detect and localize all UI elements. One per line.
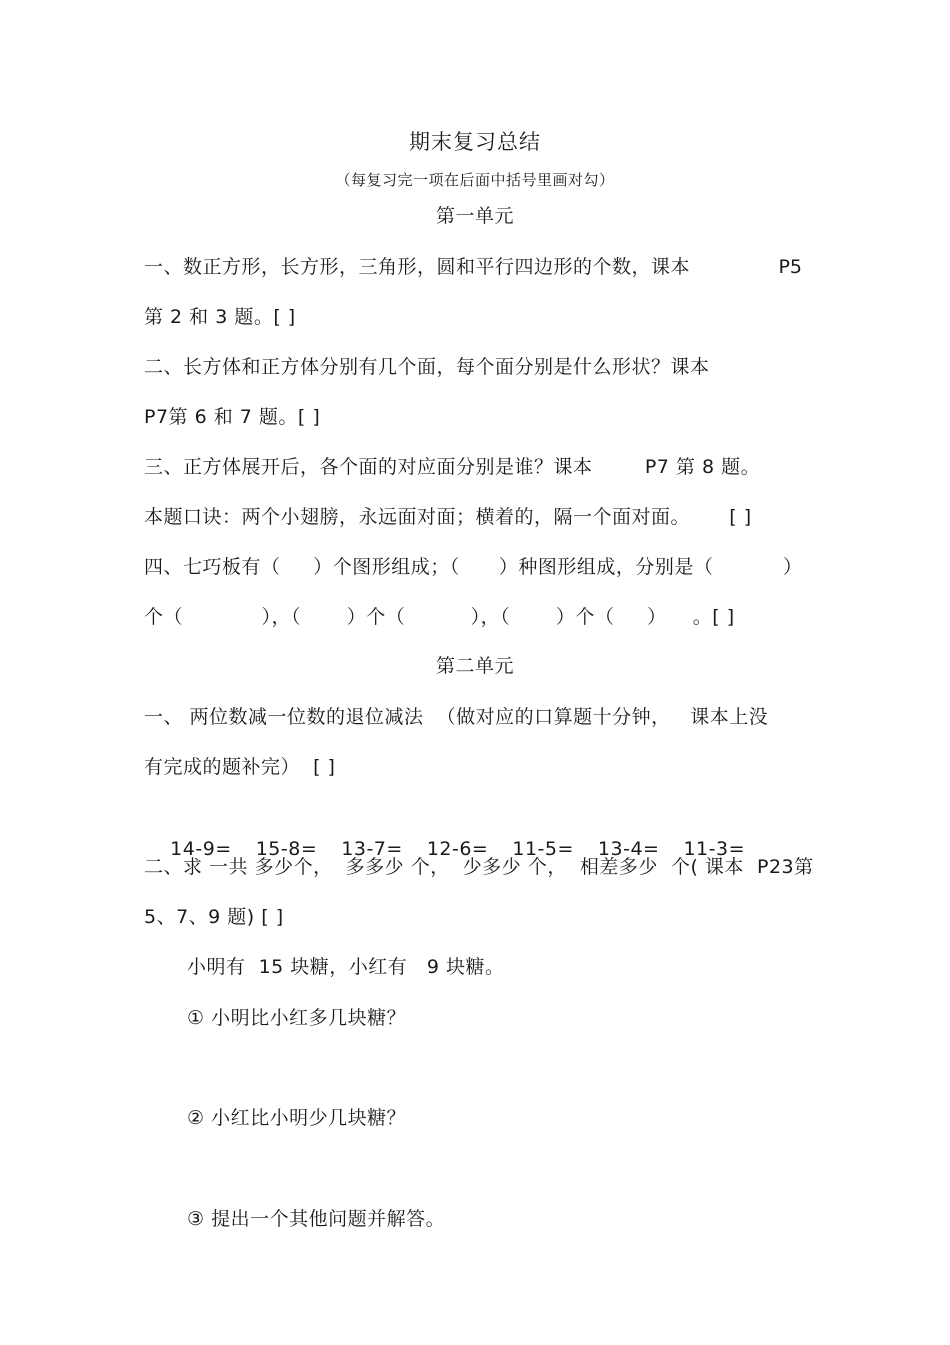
unit1-item1-line1: 一、数正方形，长方形，三角形，圆和平行四边形的个数，课本 (144, 256, 691, 278)
question-1: ① 小明比小红多几块糖？ (187, 1007, 407, 1029)
equation: 11-3= (683, 838, 745, 860)
unit2-item2-line1: 二、求 一共 多少个， 多多少 个， 少多少 个， 相差多少 个( 课本 P23第 (144, 856, 814, 878)
equation: 14-9= (170, 838, 232, 860)
unit1-item2-line2: P7第 6 和 7 题。[ ] (144, 406, 321, 428)
page-title: 期末复习总结 (409, 130, 541, 154)
equation: 13-7= (341, 838, 403, 860)
unit1-item4-line1-end: ） (782, 556, 802, 578)
unit2-item1-line1: 一、 两位数减一位数的退位减法 （做对应的口算题十分钟， 课本上没 (144, 706, 769, 728)
unit2-item1-line2: 有完成的题补完） [ ] (144, 756, 336, 778)
equation: 12-6= (426, 838, 489, 860)
equation-list (144, 801, 745, 860)
unit1-heading: 第一单元 (435, 205, 514, 227)
unit1-item4-line2: 个（ ），（ ）个（ ），（ ）个（ ） 。[ ] (144, 606, 735, 628)
unit1-item1-line1-end: P5 (778, 256, 802, 278)
unit1-item2-line1: 二、长方体和正方体分别有几个面，每个面分别是什么形状？课本 (144, 356, 710, 378)
question-2: ② 小红比小明少几块糖？ (187, 1107, 407, 1129)
page-subtitle: （每复习完一项在后面中括号里画对勾） (335, 171, 615, 189)
question-3: ③ 提出一个其他问题并解答。 (187, 1208, 446, 1230)
word-problem: 小明有 15 块糖，小红有 9 块糖。 (187, 956, 505, 978)
unit1-item3-line1: 三、正方体展开后，各个面的对应面分别是谁？课本 P7 第 8 题。 (144, 456, 761, 478)
unit1-item3-line2: 本题口诀：两个小翅膀，永远面对面；横着的，隔一个面对面。 [ ] (144, 506, 752, 528)
unit2-item2-line2: 5、7、9 题) [ ] (144, 906, 284, 928)
equation: 11-5= (512, 838, 574, 860)
equation: 15-8= (255, 838, 318, 860)
equation: 13-4= (597, 838, 660, 860)
unit1-item4-line1: 四、七巧板有（ ）个图形组成；（ ）种图形组成，分别是（ (144, 556, 714, 578)
unit1-item1-line2: 第 2 和 3 题。[ ] (144, 306, 296, 328)
unit2-heading: 第二单元 (435, 655, 514, 677)
